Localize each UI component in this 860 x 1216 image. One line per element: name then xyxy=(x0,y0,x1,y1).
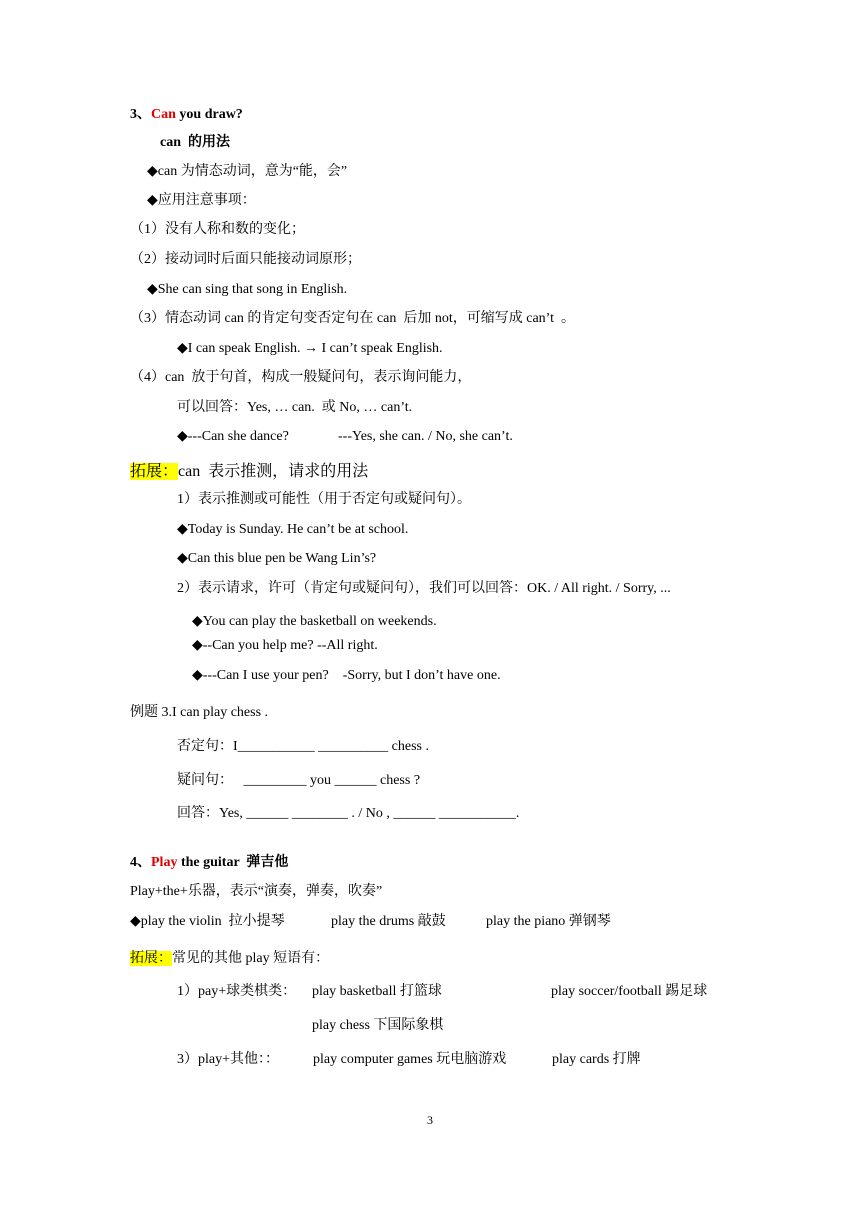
extension-title: can 表示推测，请求的用法 xyxy=(178,463,369,480)
dialogue-answer: ---Yes, she can. / No, she can’t. xyxy=(338,429,513,444)
page-number: 3 xyxy=(427,1113,433,1127)
example-line: ◆---Can I use your pen? -Sorry, but I don’t have one. xyxy=(192,668,501,683)
extension-tag: 拓展： xyxy=(130,951,172,966)
keyword-can: Can xyxy=(151,107,176,122)
extension-heading xyxy=(130,463,368,481)
usage-subtitle: can 的用法 xyxy=(160,135,230,150)
extension-heading xyxy=(130,950,329,968)
category-label: 3）play+其他：： xyxy=(177,1052,279,1067)
answer-line: 可以回答：Yes, … can. 或 No, … can’t. xyxy=(177,400,413,415)
example-line: ◆Can this blue pen be Wang Lin’s? xyxy=(177,551,377,566)
phrase-drums: play the drums 敲鼓 xyxy=(331,914,446,929)
bullet-line: ◆应用注意事项： xyxy=(147,193,256,208)
example-line: ◆--Can you help me? --All right. xyxy=(192,638,378,653)
phrase-cards: play cards 打牌 xyxy=(552,1052,641,1067)
section-number: 3、 xyxy=(130,107,151,122)
numbered-line: 2）表示请求，许可（肯定句或疑问句），我们可以回答：OK. / All right. / Sorry, ... xyxy=(177,581,671,596)
example-line: ◆Today is Sunday. He can’t be at school. xyxy=(177,522,409,537)
negative-exercise: 否定句：I___________ __________ chess . xyxy=(177,739,429,754)
phrase-chess: play chess 下国际象棋 xyxy=(312,1018,444,1033)
section-number: 4、 xyxy=(130,855,151,870)
section-title-text: you draw? xyxy=(175,107,243,122)
numbered-line: 1）表示推测或可能性（用于否定句或疑问句）。 xyxy=(177,492,471,507)
section-3-title xyxy=(130,106,243,124)
numbered-line: （1）没有人称和数的变化； xyxy=(130,222,305,237)
extension-title: 常见的其他 play 短语有： xyxy=(172,951,330,966)
example-line: ◆You can play the basketball on weekends. xyxy=(192,614,437,629)
rule-line: Play+the+乐器，表示“演奏，弹奏，吹奏” xyxy=(130,884,383,899)
bullet-line: ◆can 为情态动词，意为“能，会” xyxy=(147,164,348,179)
question-exercise: 疑问句： _________ you ______ chess ? xyxy=(177,773,421,788)
section-4-title xyxy=(130,854,288,872)
example-title: 例题 3.I can play chess . xyxy=(130,705,269,720)
phrase-computer-games: play computer games 玩电脑游戏 xyxy=(313,1052,507,1067)
dialogue-question: ◆---Can she dance? xyxy=(177,429,289,444)
answer-exercise: 回答：Yes, ______ ________ . / No , ______ ___________. xyxy=(177,806,520,821)
category-label: 1）pay+球类棋类： xyxy=(177,984,297,999)
example-line: ◆She can sing that song in English. xyxy=(147,282,348,297)
phrase-piano: play the piano 弹钢琴 xyxy=(486,914,611,929)
numbered-line: （4）can 放于句首，构成一般疑问句，表示询问能力， xyxy=(130,370,472,385)
numbered-line: （2）接动词时后面只能接动词原形； xyxy=(130,252,361,267)
example-line: ◆I can speak English. → I can’t speak English. xyxy=(177,341,443,356)
phrase-basketball: play basketball 打篮球 xyxy=(312,984,442,999)
section-title-text: the guitar 弹吉他 xyxy=(177,855,289,870)
extension-tag: 拓展： xyxy=(130,463,179,480)
phrase-violin: ◆play the violin 拉小提琴 xyxy=(130,914,285,929)
numbered-line: （3）情态动词 can 的肯定句变否定句在 can 后加 not，可缩写成 can’t 。 xyxy=(130,311,575,326)
keyword-play: Play xyxy=(151,855,178,870)
phrase-soccer: play soccer/football 踢足球 xyxy=(551,984,708,999)
